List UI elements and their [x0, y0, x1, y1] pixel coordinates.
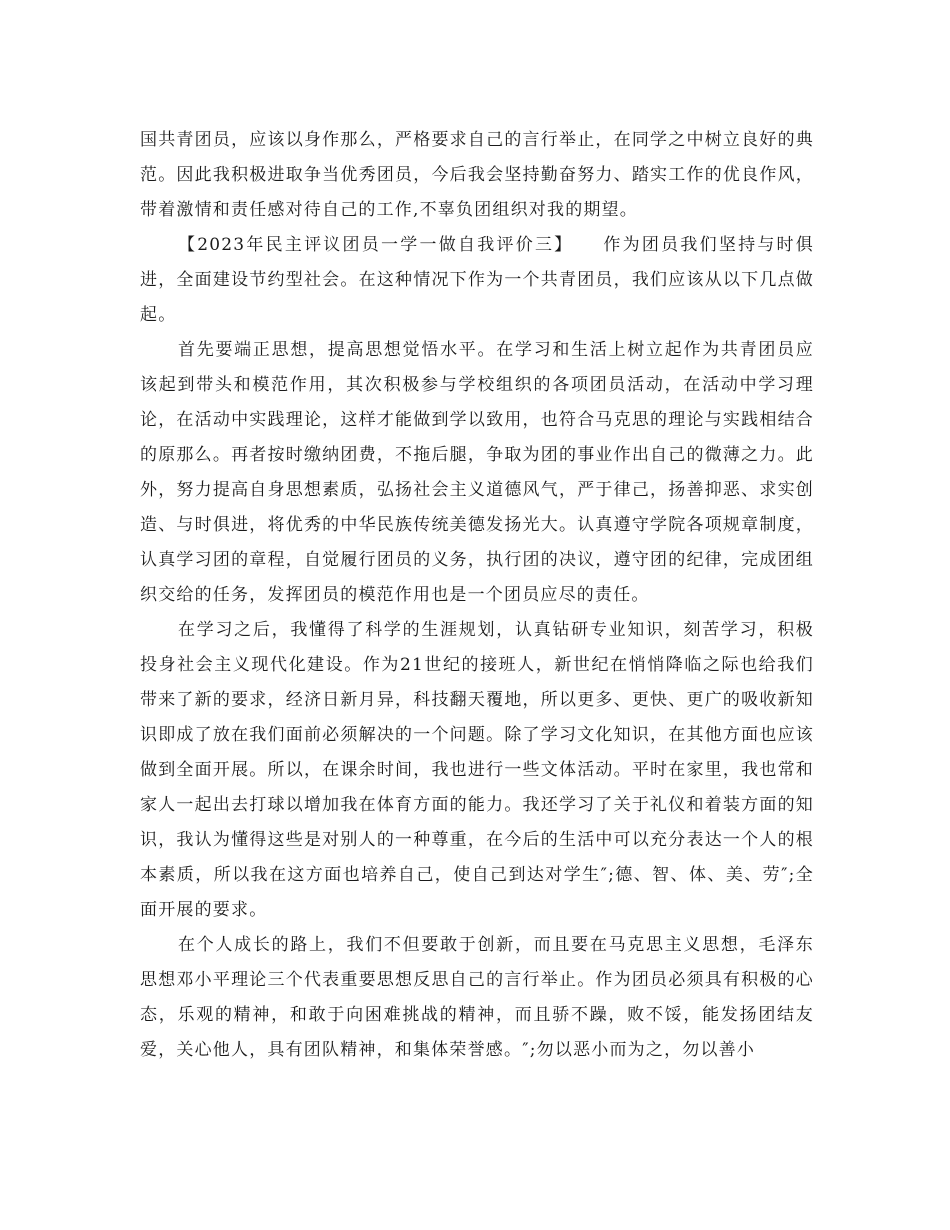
- paragraph-5: 在个人成长的路上，我们不但要敢于创新，而且要在马克思主义思想，毛泽东思想邓小平理论三个代表重要思想反思自己的言行举止。作为团员必须具有积极的心态，乐观的精神，和敢于向困难挑战的精神，而且骄不躁，败不馁，能发扬团结友爱，关心他人，具有团队精神，和集体荣誉感。″;勿以恶小而为之，勿以善小: [140, 935, 814, 1060]
- paragraph-2: 【2023年民主评议团员一学一做自我评价三】 作为团员我们坚持与时俱进，全面建设节约型社会。在这种情况下作为一个共青团员，我们应该从以下几点做起。: [140, 235, 814, 325]
- document-body: [140, 123, 814, 1068]
- paragraph-4: 在学习之后，我懂得了科学的生涯规划，认真钻研专业知识，刻苦学习，积极投身社会主义现代化建设。作为21世纪的接班人，新世纪在悄悄降临之际也给我们带来了新的要求，经济日新月异，科技翻天覆地，所以更多、更快、更广的吸收新知识即成了放在我们面前必须解决的一个问题。除了学习文化知识，在其他方面也应该做到全面开展。所以，在课余时间，我也进行一些文体活动。平时在家里，我也常和家人一起出去打球以增加我在体育方面的能力。我还学习了关于礼仪和着装方面的知识，我认为懂得这些是对别人的一种尊重，在今后的生活中可以充分表达一个人的根本素质，所以我在这方面也培养自己，使自己到达对学生″;德、智、体、美、劳″;全面开展的要求。: [140, 620, 814, 920]
- paragraph-3: 首先要端正思想，提高思想觉悟水平。在学习和生活上树立起作为共青团员应该起到带头和模范作用，其次积极参与学校组织的各项团员活动，在活动中学习理论，在活动中实践理论，这样才能做到学以致用，也符合马克思的理论与实践相结合的原那么。再者按时缴纳团费，不拖后腿，争取为团的事业作出自己的微薄之力。此外，努力提高自身思想素质，弘扬社会主义道德风气，严于律己，扬善抑恶、求实创造、与时俱进，将优秀的中华民族传统美德发扬光大。认真遵守学院各项规章制度，认真学习团的章程，自觉履行团员的义务，执行团的决议，遵守团的纪律，完成团组织交给的任务，发挥团员的模范作用也是一个团员应尽的责任。: [140, 340, 814, 605]
- paragraph-1: 国共青团员，应该以身作那么，严格要求自己的言行举止，在同学之中树立良好的典范。因此我积极进取争当优秀团员，今后我会坚持勤奋努力、踏实工作的优良作风，带着激情和责任感对待自己的工作,不辜负团组织对我的期望。: [140, 130, 814, 220]
